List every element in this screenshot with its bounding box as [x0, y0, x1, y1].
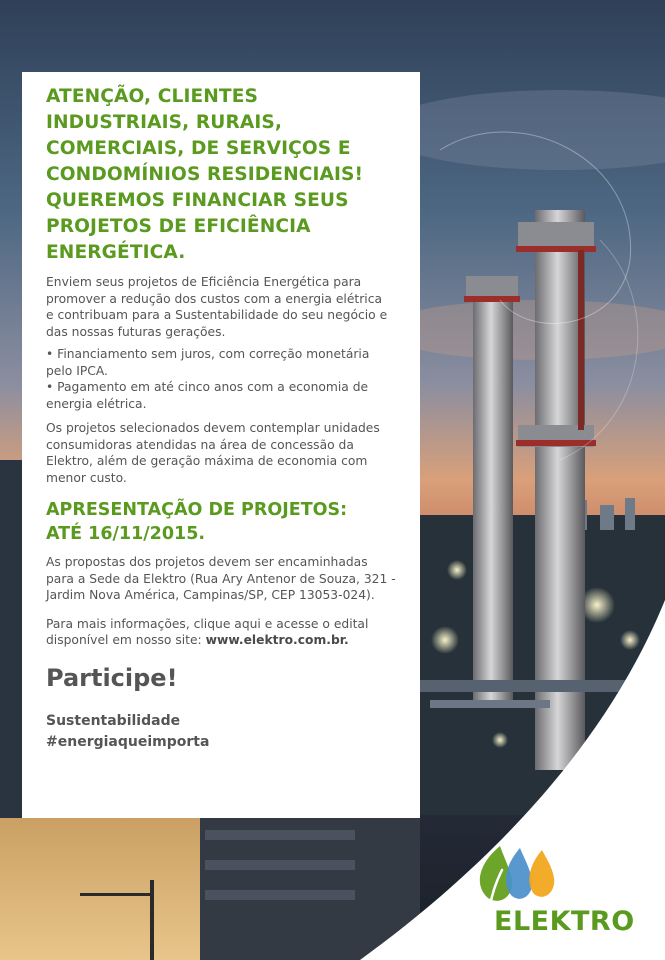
hashtag: #energiaqueimporta	[46, 733, 210, 750]
benefit-item	[46, 379, 398, 412]
selection-line: Os projetos selecionados devem contemplar unidades	[46, 421, 380, 435]
headline-line: INDUSTRIAIS, RURAIS,	[46, 112, 283, 133]
headline-line: QUEREMOS FINANCIAR SEUS	[46, 190, 349, 211]
benefit-line: pelo IPCA.	[46, 363, 108, 378]
selection-line: consumidoras atendidas na área de concessão da	[46, 437, 354, 452]
intro-line: promover a redução dos custos com a energia elétrica	[46, 291, 382, 306]
headline-line: CONDOMÍNIOS RESIDENCIAIS!	[46, 164, 364, 185]
tagline-line: Sustentabilidade	[46, 712, 181, 729]
deadline-line: ATÉ 16/11/2015.	[46, 524, 206, 544]
headline-line: ATENÇÃO, CLIENTES	[46, 86, 259, 107]
headline-line: ENERGÉTICA.	[46, 242, 186, 263]
selection-line: Elektro, além de geração máxima de economia com	[46, 454, 368, 468]
benefit-line: • Pagamento em até cinco anos com a economia de	[46, 380, 369, 394]
benefit-item	[46, 346, 398, 379]
intro-paragraph	[46, 274, 398, 340]
headline-line: COMERCIAIS, DE SERVIÇOS E	[46, 138, 351, 159]
benefit-line: • Financiamento sem juros, com correção monetária	[46, 347, 370, 361]
benefit-line: energia elétrica.	[46, 396, 147, 411]
address-line: para a Sede da Elektro (Rua Ary Antenor de Souza, 321 -	[46, 571, 396, 586]
elektro-logo: ELEKTRO	[494, 906, 635, 937]
deadline-line: APRESENTAÇÃO DE PROJETOS:	[46, 500, 348, 520]
benefits-list	[46, 346, 398, 412]
intro-line: e contribuam para a Sustentabilidade do seu negócio e	[46, 308, 388, 322]
elektro-drops-logo-icon	[470, 842, 560, 908]
address-paragraph	[46, 554, 398, 604]
content-panel	[22, 72, 420, 818]
website-link[interactable]: www.elektro.com.br.	[205, 633, 349, 647]
info-paragraph	[46, 616, 398, 649]
intro-line: Enviem seus projetos de Eficiência Energética para	[46, 275, 362, 289]
info-link-line[interactable]: Para mais informações, clique aqui e acesse o edital	[46, 616, 369, 631]
headline	[46, 84, 398, 266]
intro-line: das nossas futuras gerações.	[46, 324, 226, 339]
participate-cta: Participe!	[46, 663, 178, 692]
selection-line: menor custo.	[46, 470, 127, 485]
deadline-heading	[46, 498, 398, 546]
headline-line: PROJETOS DE EFICIÊNCIA	[46, 216, 311, 237]
info-line	[46, 632, 398, 649]
tagline	[46, 711, 398, 753]
info-prefix: disponível em nosso site:	[46, 633, 206, 647]
selection-paragraph	[46, 420, 398, 486]
address-line: As propostas dos projetos devem ser encaminhadas	[46, 555, 368, 569]
address-line: Jardim Nova América, Campinas/SP, CEP 13053-024).	[46, 588, 375, 602]
